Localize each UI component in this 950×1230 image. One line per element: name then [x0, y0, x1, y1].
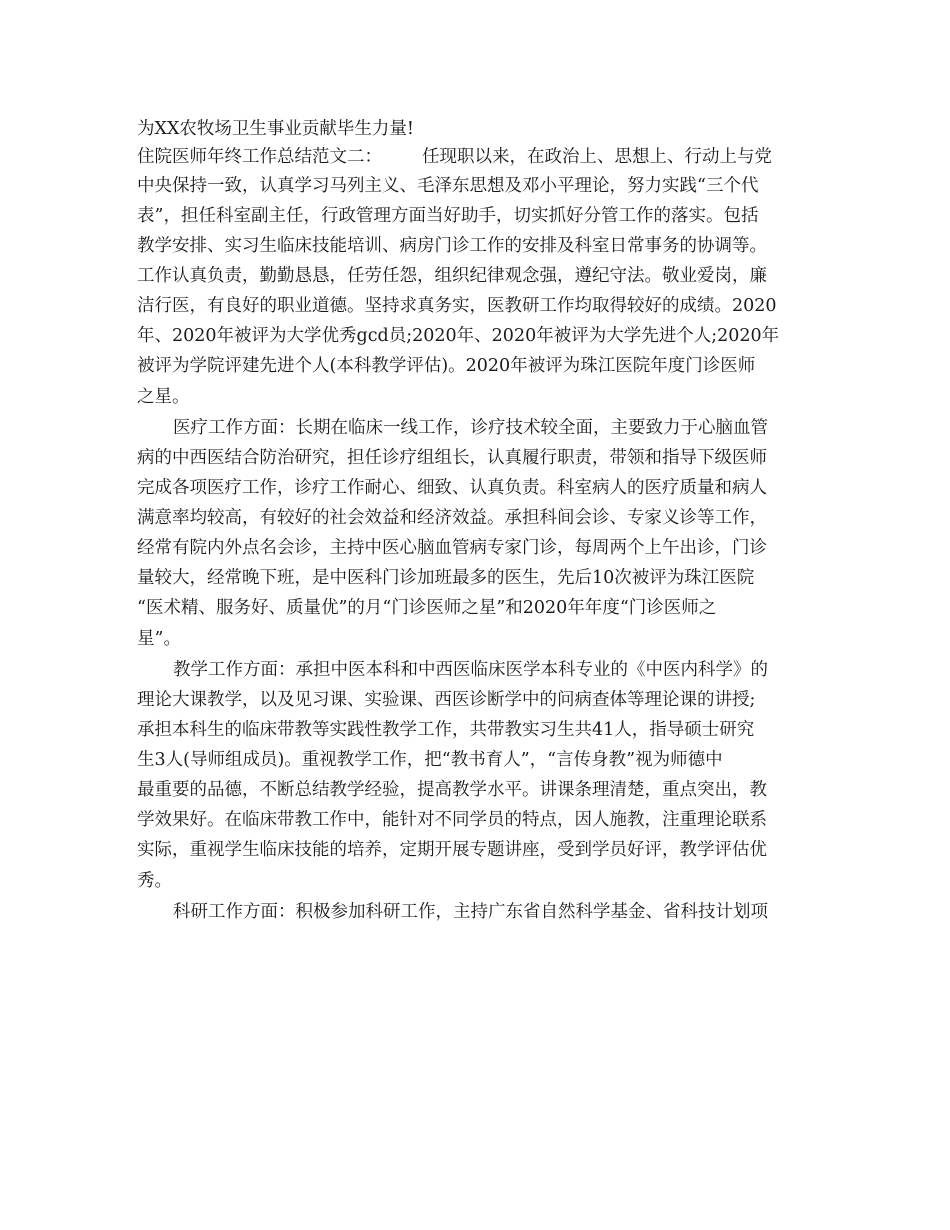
document-page: [137, 116, 817, 927]
paragraph-line: 之星。: [137, 387, 190, 407]
paragraph-1: [137, 171, 817, 413]
paragraph-line: 学效果好。在临床带教工作中，能针对不同学员的特点，因人施教，注重理论联系: [137, 810, 767, 830]
paragraph-line: 科研工作方面：积极参加科研工作，主持广东省自然科学基金、省科技计划项: [173, 902, 768, 922]
paragraph-line: 洁行医，有良好的职业道德。坚持求真务实，医教研工作均取得较好的成绩。2020: [137, 296, 777, 316]
paragraph-line: 工作认真负责，勤勤恳恳，任劳任怨，组织纪律观念强，遵纪守法。敬业爱岗，廉: [137, 266, 767, 286]
paragraph-line: 星”。: [137, 629, 181, 649]
paragraph-line: “医术精、服务好、质量优”的月“门诊医师之星”和2020年年度“门诊医师之: [137, 598, 717, 618]
paragraph-line: 满意率均较高，有较好的社会效益和经济效益。承担科间会诊、专家义诊等工作，: [137, 508, 767, 528]
section-heading-line: [137, 143, 817, 171]
paragraph-line: 年、2020年被评为大学优秀gcd员;2020年、2020年被评为大学先进个人;2020年: [137, 326, 780, 346]
paragraph-line: 实际，重视学生临床技能的培养，定期开展专题讲座，受到学员好评，教学评估优: [137, 840, 767, 860]
paragraph-line: 病的中西医结合防治研究，担任诊疗组组长，认真履行职责，带领和指导下级医师: [137, 448, 767, 468]
paragraph-line: 生3人(导师组成员)。重视教学工作，把“教书育人”，“言传身教”视为师德中: [137, 750, 723, 770]
paragraph-line: 完成各项医疗工作，诊疗工作耐心、细致、认真负责。科室病人的医疗质量和病人: [137, 478, 767, 498]
paragraph-line: 中央保持一致，认真学习马列主义、毛泽东思想及邓小平理论，努力实践“三个代: [137, 176, 759, 196]
opening-line: 为XX农牧场卫生事业贡献毕生力量!: [137, 119, 414, 139]
paragraph-line: 教学工作方面：承担中医本科和中西医临床医学本科专业的《中医内科学》的: [173, 660, 768, 680]
paragraph-line: 秀。: [137, 871, 172, 891]
paragraph-4: [137, 897, 817, 927]
section-heading: 住院医师年终工作总结范文二：: [137, 147, 382, 167]
paragraph-line: 表”，担任科室副主任，行政管理方面当好助手，切实抓好分管工作的落实。包括: [137, 206, 759, 226]
paragraph-line: 承担本科生的临床带教等实践性教学工作，共带教实习生共41人，指导硕士研究: [137, 720, 755, 740]
paragraph-line: 理论大课教学，以及见习课、实验课、西医诊断学中的问病查体等理论课的讲授;: [137, 690, 756, 710]
paragraph-line: 医疗工作方面：长期在临床一线工作，诊疗技术较全面，主要致力于心脑血管: [173, 418, 768, 438]
paragraph-line: 最重要的品德，不断总结教学经验，提高教学水平。讲课条理清楚，重点突出，教: [137, 780, 767, 800]
paragraph-line: 被评为学院评建先进个人(本科教学评估)。2020年被评为珠江医院年度门诊医师: [137, 356, 756, 376]
paragraph-3: [137, 655, 817, 897]
paragraph-line: 教学安排、实习生临床技能培训、病房门诊工作的安排及科室日常事务的协调等。: [137, 236, 767, 256]
paragraph-line: 经常有院内外点名会诊，主持中医心脑血管病专家门诊，每周两个上午出诊，门诊: [137, 538, 767, 558]
paragraph-line: 量较大，经常晚下班，是中医科门诊加班最多的医生，先后10次被评为珠江医院: [137, 568, 755, 588]
paragraph-1-line-1: 任现职以来，在政治上、思想上、行动上与党: [422, 147, 772, 167]
paragraph-2: [137, 413, 817, 655]
